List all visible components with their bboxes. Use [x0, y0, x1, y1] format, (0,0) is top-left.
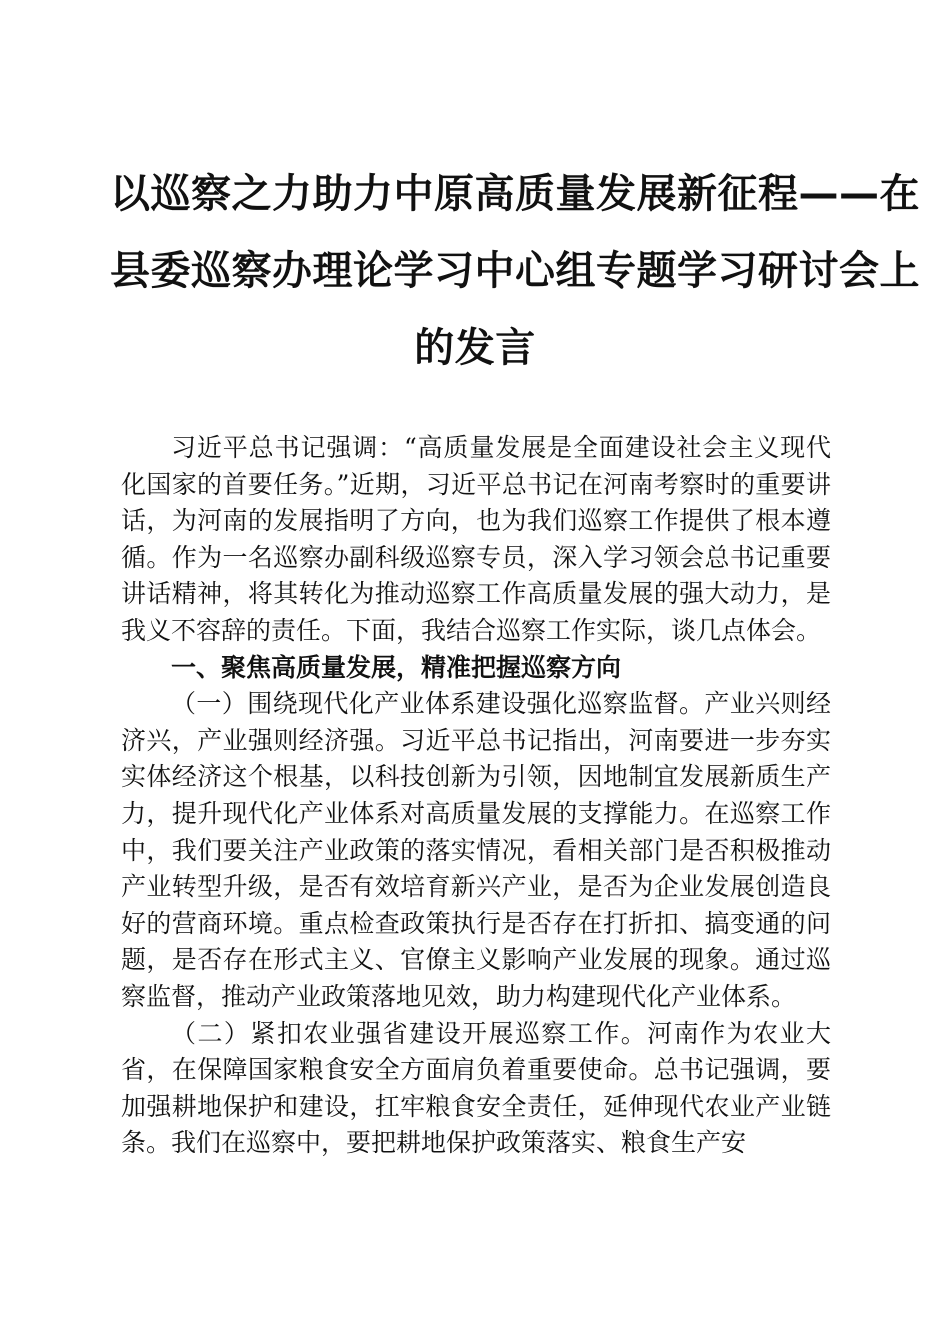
subsection-1-paragraph: [121, 686, 831, 1015]
document-body: [121, 430, 831, 1162]
subsection-1-heading: （一）围绕现代化产业体系建设强化巡察监督。: [171, 689, 705, 719]
intro-paragraph: 习近平总书记强调：“高质量发展是全面建设社会主义现代化国家的首要任务。”近期，习近平总书记在河南考察时的重要讲话，为河南的发展指明了方向，也为我们巡察工作提供了根本遵循。作为一名巡察办副科级巡察专员，深入学习领会总书记重要讲话精神，将其转化为推动巡察工作高质量发展的强大动力，是我义不容辞的责任。下面，我结合巡察工作实际，谈几点体会。: [121, 433, 831, 645]
subsection-2-text: 河南作为农业大省，在保障国家粮食安全方面肩负着重要使命。总书记强调，要加强耕地保护和建设，扛牢粮食安全责任，延伸现代农业产业链条。我们在巡察中，要把耕地保护政策落实、粮食生产安: [121, 1018, 831, 1158]
title-line-3: 的发言: [414, 325, 536, 371]
title-line-1: 以巡察之力助力中原高质量发展新征程——在: [110, 171, 920, 217]
document-title: [110, 168, 920, 374]
section-1-heading: 一、聚焦高质量发展，精准把握巡察方向: [171, 652, 622, 682]
subsection-1-text: 产业兴则经济兴，产业强则经济强。习近平总书记指出，河南要进一步夯实实体经济这个根基，以科技创新为引领，因地制宜发展新质生产力，提升现代化产业体系对高质量发展的支撑能力。在巡察工作中，我们要关注产业政策的落实情况，看相关部门是否积极推动产业转型升级，是否有效培育新兴产业，是否为企业发展创造良好的营商环境。重点检查政策执行是否存在打折扣、搞变通的问题，是否存在形式主义、官僚主义影响产业发展的现象。通过巡察监督，推动产业政策落地见效，助力构建现代化产业体系。: [121, 689, 831, 1011]
subsection-2-heading: （二）紧扣农业强省建设开展巡察工作。: [171, 1018, 648, 1048]
subsection-2-paragraph: [121, 1016, 831, 1162]
title-line-2: 县委巡察办理论学习中心组专题学习研讨会上: [110, 248, 920, 294]
